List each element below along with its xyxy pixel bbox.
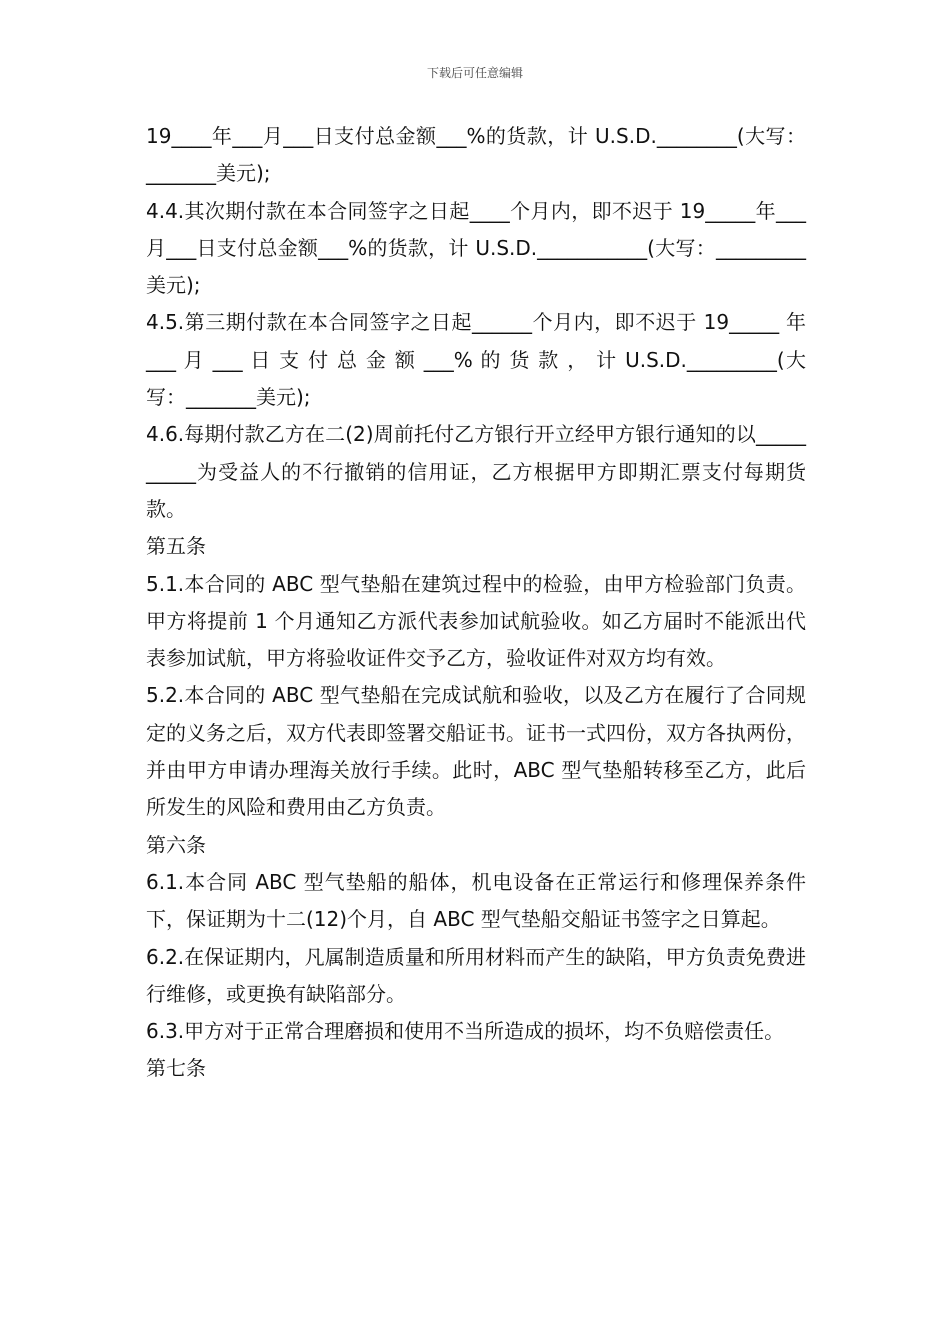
article-7-heading: 第七条: [146, 1056, 206, 1081]
article-6-heading: 第六条: [146, 832, 206, 857]
clause-4-3-continued: 19____年___月___日支付总金额___%的货款，计 U.S.D.________(大写：_______美元);: [146, 124, 806, 186]
clause-6-1: 6.1.本合同 ABC 型气垫船的船体，机电设备在正常运行和修理保养条件下，保证期为十二(12)个月，自 ABC 型气垫船交船证书签字之日算起。: [146, 869, 806, 932]
page-header: 下载后可任意编辑: [426, 66, 523, 80]
clause-4-5: 4.5.第三期付款在本合同签字之日起______个月内，即不迟于 19_____ 年 ___ 月 ___ 日 支 付 总 金 额 ___% 的 货 款 ， 计 U.S.D._________(大写：_______美元);: [146, 310, 806, 410]
clause-6-3: 6.3.甲方对于正常合理磨损和使用不当所造成的损坏，均不负赔偿责任。: [146, 1019, 785, 1044]
clause-5-2: 5.2.本合同的 ABC 型气垫船在完成试航和验收，以及乙方在履行了合同规定的义务之后，双方代表即签署交船证书。证书一式四份，双方各执两份，并由甲方申请办理海关放行手续。此时，ABC 型气垫船转移至乙方，此后所发生的风险和费用由乙方负责。: [146, 683, 806, 820]
clause-4-4: 4.4.其次期付款在本合同签字之日起____个月内，即不迟于 19_____年___月___日支付总金额___%的货款，计 U.S.D.___________(大写：_________美元);: [146, 198, 806, 298]
article-5-heading: 第五条: [146, 534, 206, 559]
clause-5-1: 5.1.本合同的 ABC 型气垫船在建筑过程中的检验，由甲方检验部门负责。甲方将提前 1 个月通知乙方派代表参加试航验收。如乙方届时不能派出代表参加试航，甲方将验收证件交予乙方，验收证件对双方均有效。: [146, 571, 806, 671]
clause-4-6: 4.6.每期付款乙方在二(2)周前托付乙方银行开立经甲方银行通知的以__________为受益人的不行撤销的信用证，乙方根据甲方即期汇票支付每期货款。: [146, 422, 806, 521]
clause-6-2: 6.2.在保证期内，凡属制造质量和所用材料而产生的缺陷，甲方负责免费进行维修，或更换有缺陷部分。: [146, 944, 806, 1006]
document-body: [146, 118, 806, 1088]
